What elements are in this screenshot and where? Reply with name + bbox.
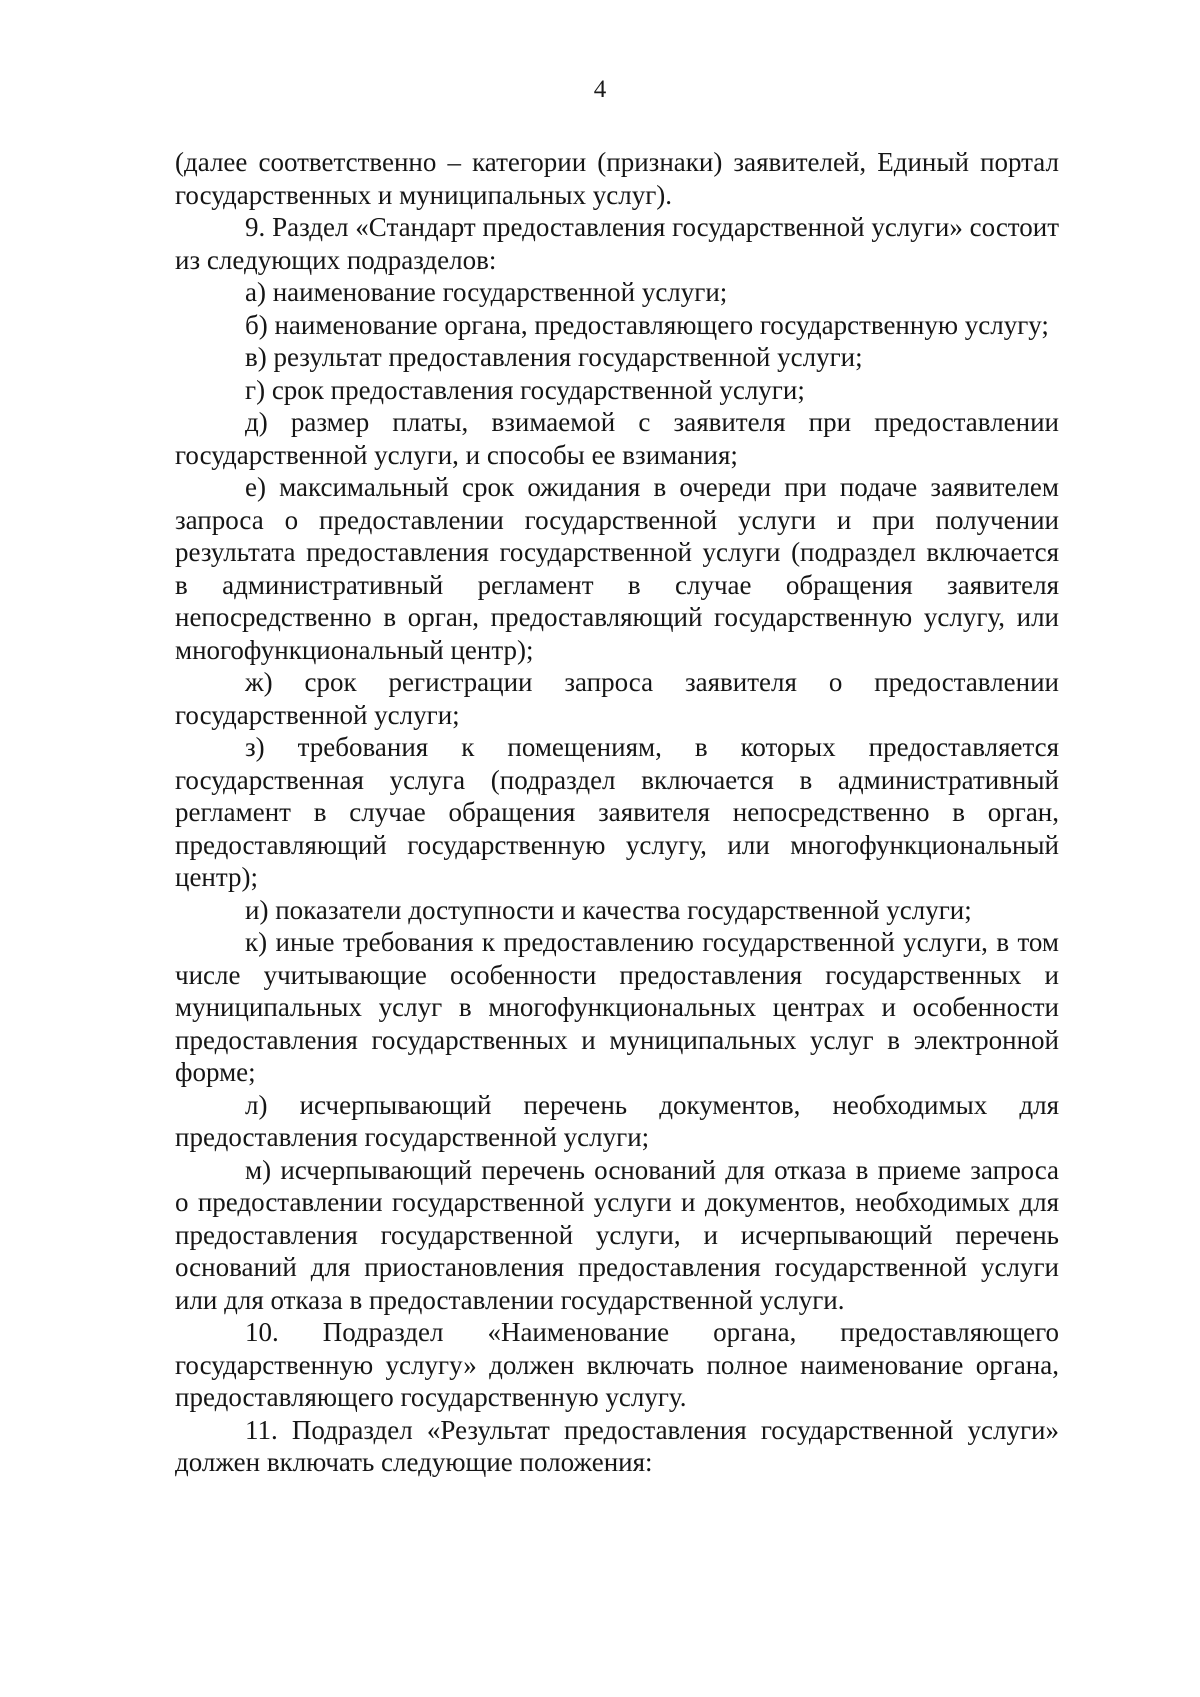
list-item-g: г) срок предоставления государственной услуги; <box>245 374 805 405</box>
list-item-k: к) иные требования к предоставлению государственной услуги, в том числе учитывающие особенности предоставления государственных и муниципальных услуг в многофункциональных центрах и особенности предоставления государственных и муниципальных услуг в электронной форме; <box>175 927 1059 1087</box>
paragraph-continuation: (далее соответственно – категории (признаки) заявителей, Единый портал государственных и муниципальных услуг). <box>175 147 1059 210</box>
list-item-a: а) наименование государственной услуги; <box>245 277 728 307</box>
list-item-l: л) исчерпывающий перечень документов, необходимых для предоставления государственной услуги; <box>175 1089 1059 1152</box>
page-number: 4 <box>593 76 607 103</box>
list-item-z: з) требования к помещениям, в которых предоставляется государственная услуга (подраздел включается в административный регламент в случае обращения заявителя непосредственно в орган, предоставляющий государственную услугу, или многофункциональный центр); <box>175 732 1059 892</box>
paragraph-11: 11. Подраздел «Результат предоставления государственной услуги» должен включать следующие положения: <box>175 1414 1059 1477</box>
list-item-i: и) показатели доступности и качества государственной услуги; <box>245 894 972 925</box>
list-item-v: в) результат предоставления государственной услуги; <box>245 342 863 372</box>
paragraph-9: 9. Раздел «Стандарт предоставления государственной услуги» состоит из следующих подразделов: <box>175 212 1059 275</box>
list-item-m: м) исчерпывающий перечень оснований для отказа в приеме запроса о предоставлении государственной услуги и документов, необходимых для предоставления государственной услуги, и исчерпывающий перечень оснований для приостановления предоставления государственной услуги или для отказа в предоставлении государственной услуги. <box>175 1154 1059 1315</box>
list-item-d: д) размер платы, взимаемой с заявителя при предоставлении государственной услуги, и способы ее взимания; <box>175 407 1059 470</box>
document-body <box>175 146 1059 1479</box>
paragraph-10: 10. Подраздел «Наименование органа, предоставляющего государственную услугу» должен включать полное наименование органа, предоставляющего государственную услугу. <box>175 1317 1059 1412</box>
list-item-e: е) максимальный срок ожидания в очереди при подаче заявителем запроса о предоставлении государственной услуги и при получении результата предоставления государственной услуги (подраздел включается в административный регламент в случае обращения заявителя непосредственно в орган, предоставляющий государственную услугу, или многофункциональный центр); <box>175 472 1059 665</box>
list-item-b: б) наименование органа, предоставляющего государственную услугу; <box>245 309 1049 340</box>
list-item-zh: ж) срок регистрации запроса заявителя о предоставлении государственной услуги; <box>175 667 1059 730</box>
